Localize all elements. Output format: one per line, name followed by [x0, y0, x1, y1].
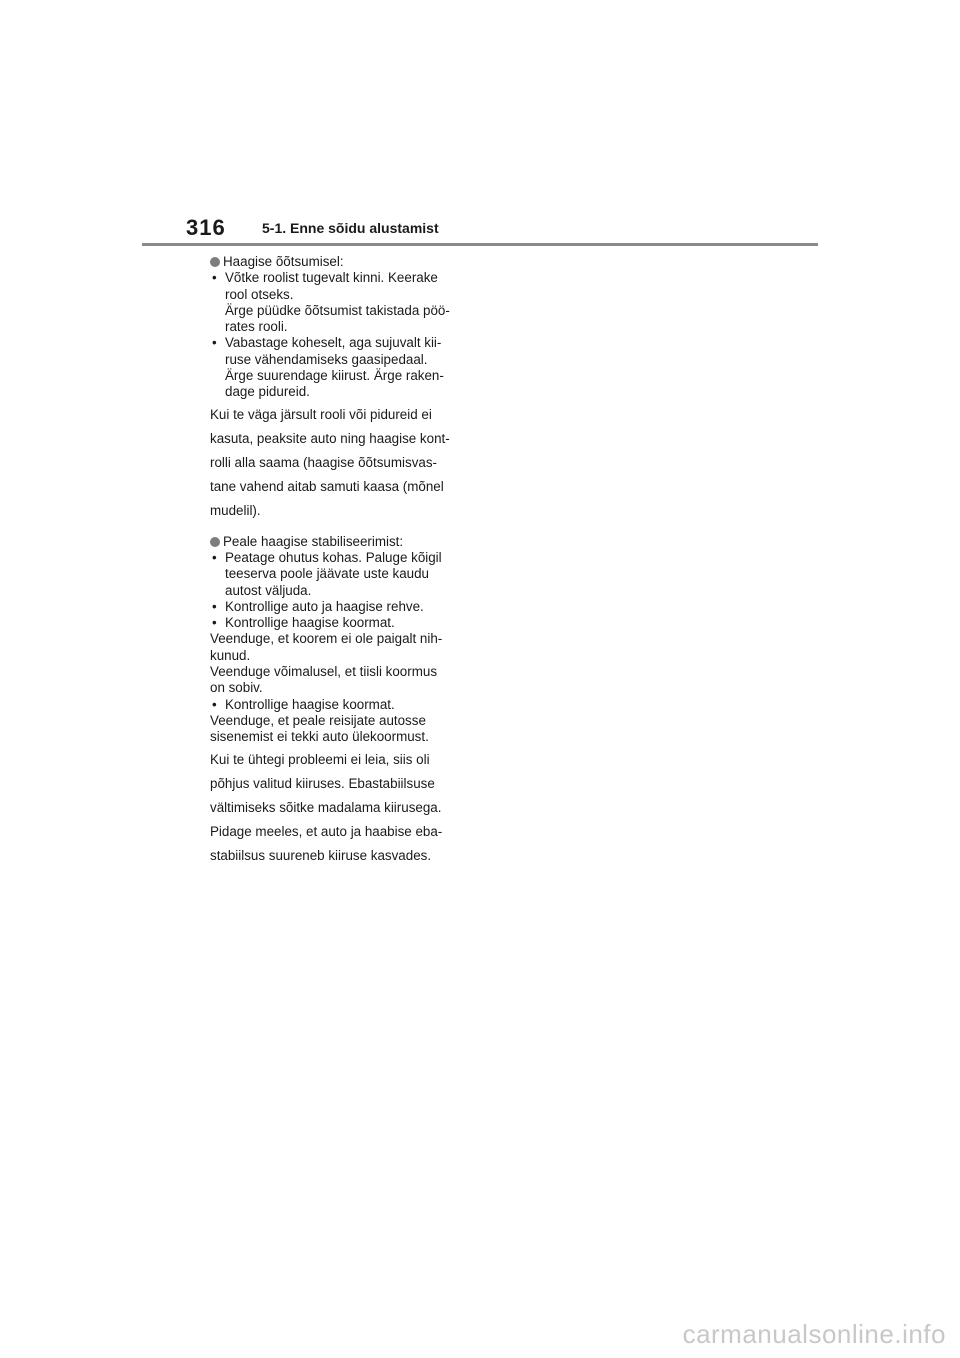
paragraph-line: Kui te väga järsult rooli või pidureid ei	[210, 406, 432, 422]
paragraph-line: stabiilsus suureneb kiiruse kasvades.	[210, 848, 432, 864]
list-item-line: • Vabastage koheselt, aga sujuvalt kii-	[210, 335, 472, 351]
list-item-line: Ärge püüdke õõtsumist takistada pöö-	[225, 302, 450, 318]
list-item-line: • Kontrollige haagise koormat.	[210, 615, 472, 631]
bullet-heading	[210, 534, 472, 550]
list-item-line: Ärge suurendage kiirust. Ärge raken-	[225, 368, 444, 384]
list-item-line: • Kontrollige haagise koormat.	[210, 697, 472, 713]
list-item-line: rates rooli.	[225, 319, 288, 335]
circle-bullet-icon	[210, 537, 220, 547]
list-item	[210, 697, 472, 713]
header-divider	[142, 243, 818, 246]
list-item-line: ruse vähendamiseks gaasipedaal.	[225, 351, 428, 367]
list-item-line: • Kontrollige auto ja haagise rehve.	[210, 599, 472, 615]
page-number: 316	[186, 215, 226, 240]
plain-line: kunud.	[210, 647, 251, 663]
paragraph-line: Pidage meeles, et auto ja haabise eba-	[210, 824, 443, 840]
plain-line: sisenemist ei tekki auto ülekoormust.	[210, 729, 429, 745]
list-item	[210, 335, 472, 400]
paragraph-line: põhjus valitud kiiruses. Ebastabiilsuse	[210, 775, 435, 791]
list-item-line: rool otseks.	[225, 286, 294, 302]
paragraph-line: kasuta, peaksite auto ning haagise kont-	[210, 430, 450, 446]
section-title: 5-1. Enne sõidu alustamist	[262, 220, 439, 236]
watermark-logo: carmanualsonline.info	[682, 1319, 946, 1349]
bullet-heading	[210, 254, 472, 270]
list-item	[210, 550, 472, 599]
bullet-heading-text: Peale haagise stabiliseerimist:	[223, 533, 404, 549]
list-item	[210, 615, 472, 631]
list-item	[210, 599, 472, 615]
plain-line: Veenduge võimalusel, et tiisli koormus	[210, 664, 438, 680]
paragraph-line: vältimiseks sõitke madalama kiirusega.	[210, 799, 442, 815]
list-item	[210, 270, 472, 335]
plain-line: Veenduge, et peale reisijate autosse	[210, 712, 426, 728]
circle-bullet-icon	[210, 257, 220, 267]
paragraph-speed-note	[210, 748, 472, 869]
bullet-heading-text: Haagise õõtsumisel:	[223, 254, 344, 269]
plain-line: on sobiv.	[210, 680, 263, 696]
page-content	[210, 254, 472, 869]
list-item-line: teeserva poole jäävate uste kaudu	[225, 566, 429, 582]
list-item-line: dage pidureid.	[225, 384, 310, 400]
plain-line: Veenduge, et koorem ei ole paigalt nih-	[210, 631, 443, 647]
paragraph-control-note	[210, 403, 472, 524]
paragraph-line: mudelil).	[210, 503, 261, 519]
bullet-section-trailer-sway	[210, 254, 472, 401]
list-item-line: • Võtke roolist tugevalt kinni. Keerake	[210, 270, 472, 286]
paragraph-line: rolli alla saama (haagise õõtsumisvas-	[210, 455, 437, 471]
list-item-line: • Peatage ohutus kohas. Paluge kõigil	[210, 550, 472, 566]
paragraph-line: Kui te ühtegi probleemi ei leia, siis oli	[210, 751, 430, 767]
bullet-section-after-stabilizing	[210, 534, 472, 746]
paragraph-line: tane vahend aitab samuti kaasa (mõnel	[210, 479, 444, 495]
list-item-line: autost väljuda.	[225, 582, 312, 598]
